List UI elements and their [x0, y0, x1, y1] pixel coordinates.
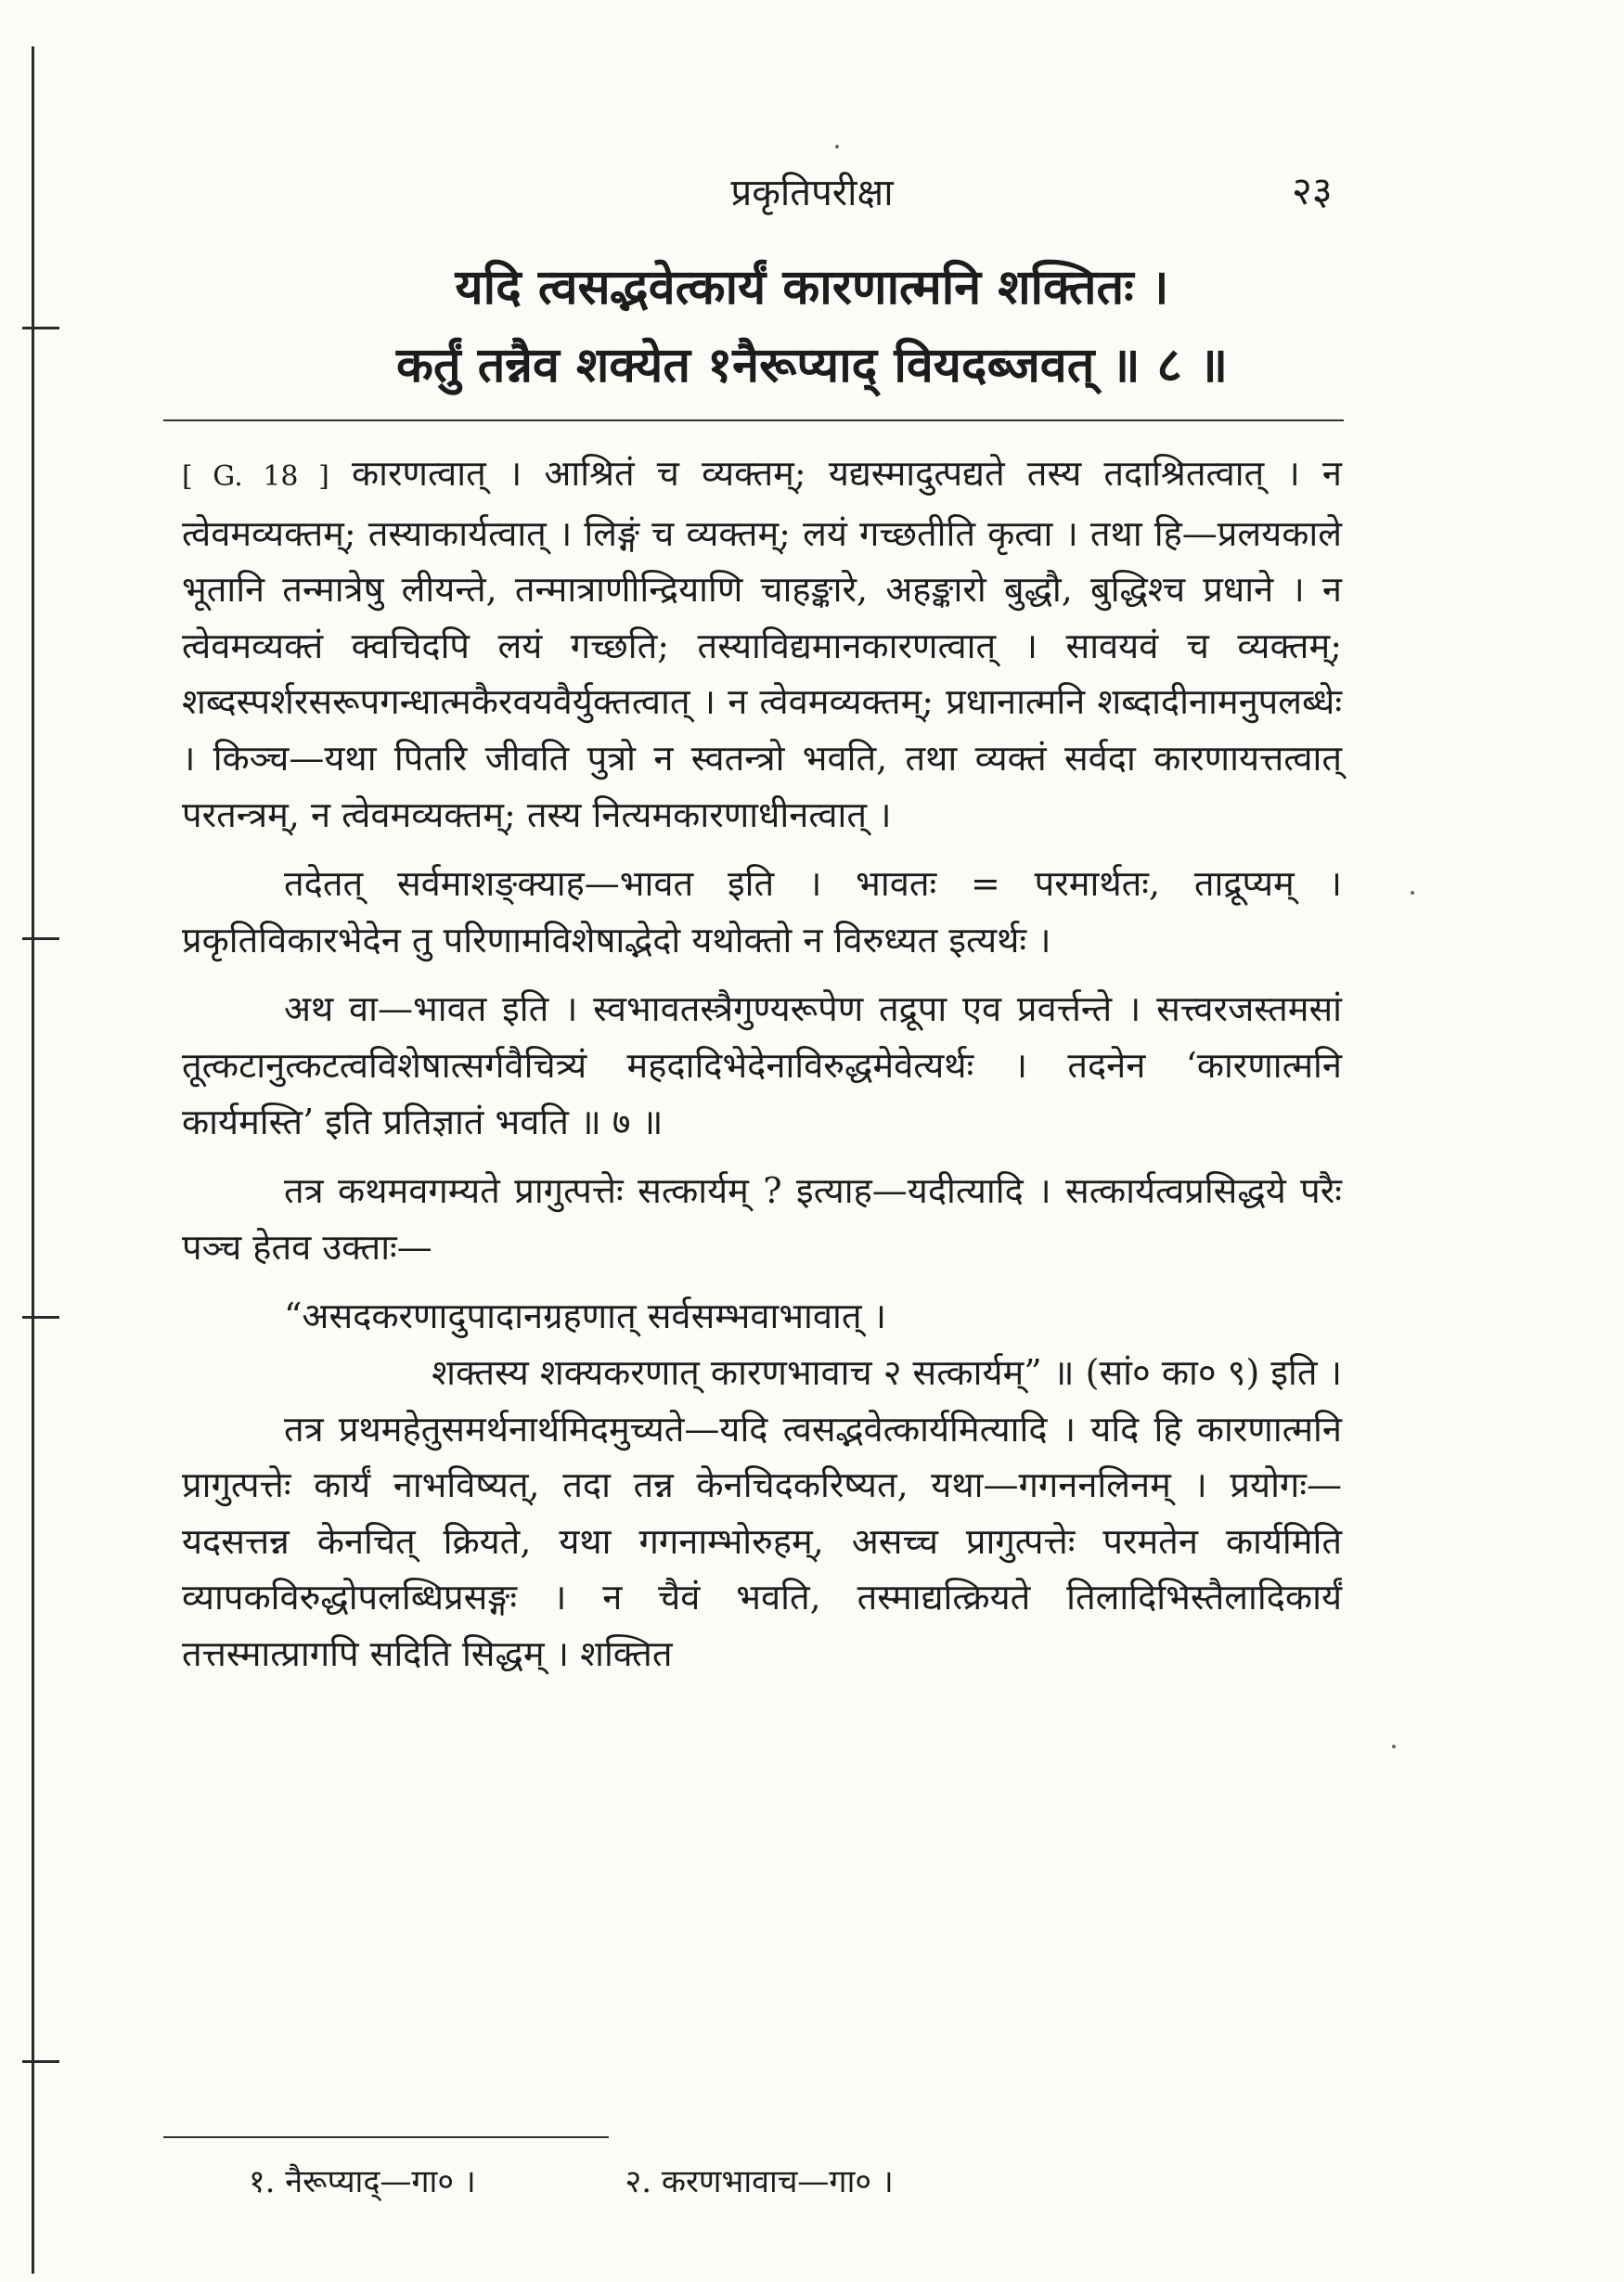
footnote-2: २. करणभावाच—गा० । [625, 2163, 894, 2200]
paragraph-text: कारणत्वात् । आश्रितं च व्यक्तम्; यद्यस्मादुत्पद्यते तस्य तदाश्रितत्वात् । न त्वेवमव्यक्तम्; तस्याकार्यत्वात् । लिङ्गं च व्यक्तम्; लयं गच्छतीति कृत्वा । तथा हि—प्रलयकाले भूतानि तन्मात्रेषु लीयन्ते, तन्मात्राणीन्द्रियाणि चाहङ्कारे, अहङ्कारो बुद्धौ, बुद्धिश्च प्रधाने । न त्वेवमव्यक्तं क्वचिदपि लयं गच्छति; तस्याविद्यमानकारणत्वात् । सावयवं च व्यक्तम्; शब्दस्पर्शरसरूपगन्धात्मकैरवयवैर्युक्तत्वात् । न त्वेवमव्यक्तम्; प्रधानात्मनि शब्दादीनामनुपलब्धेः । किञ्च—यथा पितरि जीवति पुत्रो न स्वतन्त्रो भवति, तथा व्यक्तं सर्वदा कारणायत्तत्वात् परतन्त्रम्, न त्वेवमव्यक्तम्; तस्य नित्यमकारणाधीनत्वात् । [182, 453, 1342, 835]
paragraph [182, 445, 1342, 843]
binding-mark [22, 2060, 59, 2063]
footnote-rule [163, 2136, 609, 2138]
paragraph: तत्र कथमवगम्यते प्रागुत्पत्तेः सत्कार्यम् ? इत्याह—यदीत्यादि । सत्कार्यत्वप्रसिद्धये परैः पञ्च हेतव उक्ताः— [182, 1170, 1342, 1268]
footnote-1: १. नैरूप्याद्—गा० । [249, 2163, 476, 2200]
binding-mark [22, 937, 59, 940]
scan-speck [835, 145, 839, 148]
quotation-line-2: शक्तस्य शक्यकरणात् कारणभावाच २ सत्कार्यम्” ॥ (सां० का० ९) इति । [432, 1351, 1342, 1393]
running-header: प्रकृतिपरीक्षा [730, 172, 894, 214]
paragraph: अथ वा—भावत इति । स्वभावतस्त्रैगुण्यरूपेण तद्रूपा एव प्रवर्त्तन्ते । सत्त्वरजस्तमसां तूत्कटानुत्कटत्वविशेषात्सर्गवैचित्र्यं महदादिभेदेनाविरुद्धमेवेत्यर्थः । तदनेन ‘कारणात्मनि कार्यमस्ति’ इति प्रतिज्ञातं भवति ॥ ७ ॥ [182, 988, 1342, 1142]
binding-mark [22, 327, 59, 329]
source-tag: [ G. 18 ] [182, 460, 329, 493]
paragraph: तदेतत् सर्वमाशङ्क्याह—भावत इति । भावतः = परमार्थतः, ताद्रूप्यम् । प्रकृतिविकारभेदेन तु परिणामविशेषाद्भेदो यथोक्तो न विरुध्यत इत्यर्थः । [182, 863, 1342, 961]
paragraph: तत्र प्रथमहेतुसमर्थनार्थमिदमुच्यते—यदि त्वसद्भवेत्कार्यमित्यादि । यदि हि कारणात्मनि प्रागुत्पत्तेः कार्यं नाभविष्यत्, तदा तन्न केनचिदकरिष्यत, यथा—गगननलिनम् । प्रयोगः—यदसत्तन्न केनचित् क्रियते, यथा गगनाम्भोरुहम्, असच्च प्रागुत्पत्तेः परमतेन कार्यमिति व्यापकविरुद्धोपलब्धिप्रसङ्गः । न चैवं भवति, तस्माद्यत्क्रियते तिलादिभिस्तैलादिकार्यं तत्तस्मात्प्रागपि सदिति सिद्धम् । शक्तित [182, 1408, 1342, 1674]
verse-rule [163, 419, 1344, 421]
quotation-line-1: “असदकरणादुपादानग्रहणात् सर्वसम्भवाभावात् । [284, 1296, 887, 1337]
commentary-body [182, 445, 1342, 1695]
scan-speck [1411, 891, 1414, 895]
page-number: २३ [1292, 168, 1333, 213]
verse-line-1: यदि त्वसद्भवेत्कार्यं कारणात्मनि शक्तितः । [455, 259, 1169, 316]
footnotes [249, 2159, 1033, 2201]
binding-mark [22, 1316, 59, 1319]
scan-speck [1392, 1745, 1396, 1748]
verse-line-2: कर्तुं तन्नैव शक्येत १नैरूप्याद् वियदब्जवत् ॥ ८ ॥ [396, 337, 1228, 393]
